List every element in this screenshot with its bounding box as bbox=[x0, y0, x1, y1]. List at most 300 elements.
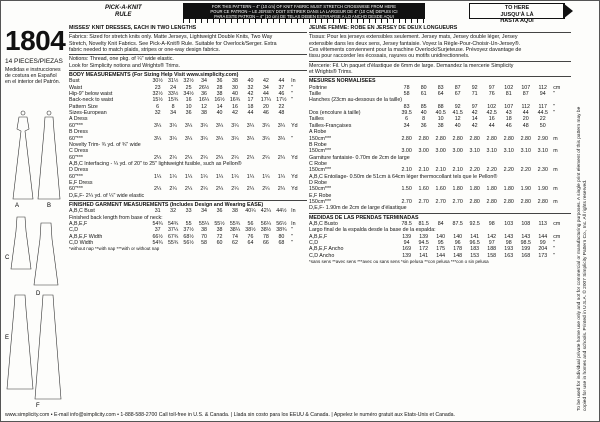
table-cell: 2¼ bbox=[277, 154, 286, 161]
table-cell: 55 bbox=[185, 220, 192, 227]
row-label: 60"*** bbox=[69, 186, 83, 193]
table-cell: 1¼ bbox=[169, 173, 177, 180]
row-label: D,E,F- 1.90m de 2cm de large d'élastique bbox=[309, 205, 407, 212]
table-cell: 58 bbox=[201, 240, 207, 246]
table-cell: " bbox=[291, 135, 294, 142]
table-cell: 34 bbox=[201, 208, 207, 215]
table-cell: 3¼ bbox=[153, 122, 162, 129]
table-cell: 33½ bbox=[167, 91, 179, 98]
to-here-box: TO HERE JUSQU'À LÀ HASTA AQUI bbox=[469, 3, 565, 19]
contact-footer: www.simplicity.com • E-mail info@simplicity.com • 1-888-588-2700 Call toll-free in U.S. & Canada. | Llada sin costo para los EEUU & Canada. | Appelez le numéro gratuit aux États-Unis et Canada. bbox=[5, 412, 455, 418]
table-cell: 2¼ bbox=[215, 186, 224, 193]
table-cell: 92 bbox=[471, 84, 478, 91]
mesures-header: MESURES NORMALISEES bbox=[309, 78, 376, 85]
table-row bbox=[69, 193, 307, 199]
table-cell: 2.80 bbox=[486, 198, 497, 205]
table-cell: 97 bbox=[488, 84, 495, 91]
table-cell: 24 bbox=[170, 84, 177, 91]
table-cell: 38 bbox=[437, 122, 444, 129]
row-label: D Dress bbox=[69, 167, 89, 174]
table-cell: 68½ bbox=[183, 233, 194, 240]
row-label: A,B,C Bust bbox=[69, 208, 95, 215]
table-cell: 16¾ bbox=[229, 97, 241, 104]
table-cell: 38 bbox=[232, 208, 238, 215]
table-cell: 3¼ bbox=[246, 122, 255, 129]
medidas-table bbox=[309, 221, 571, 259]
table-cell: 2¼ bbox=[262, 154, 270, 161]
table-cell: 2¼ bbox=[246, 186, 255, 193]
table-cell: 38½ bbox=[260, 227, 272, 234]
fabric-yardage-table bbox=[69, 116, 307, 198]
table-cell: 96.5 bbox=[469, 240, 480, 246]
table-cell: 1.50 bbox=[401, 186, 412, 193]
notions-line: Look for Simplicity notions and Wrights® Trims. bbox=[69, 62, 180, 69]
table-cell: 172 bbox=[419, 246, 429, 253]
table-cell: 92.5 bbox=[469, 220, 480, 227]
table-cell: 2¼ bbox=[246, 154, 255, 161]
table-cell: 1¼ bbox=[262, 173, 270, 180]
row-label: 150cm*** bbox=[309, 135, 332, 142]
row-label: 150cm*** bbox=[309, 198, 332, 205]
row-label: Hip-9" below waist bbox=[69, 91, 113, 98]
table-cell: 2.10 bbox=[418, 167, 429, 174]
table-cell: 18 bbox=[247, 103, 254, 110]
table-cell: 141 bbox=[419, 252, 429, 259]
table-cell: 143 bbox=[521, 233, 531, 240]
table-cell: 12 bbox=[454, 116, 461, 123]
dress-sketch-b bbox=[38, 111, 60, 199]
dress-sketch-d bbox=[34, 223, 58, 285]
table-cell: 2.10 bbox=[435, 167, 446, 174]
medidas-header: MEDIDAS DE LAS PRENDAS TERMINADAS bbox=[309, 214, 419, 221]
table-cell: 2.20 bbox=[486, 167, 497, 174]
table-cell: 3¼ bbox=[215, 135, 224, 142]
table-cell: 46 bbox=[262, 110, 269, 117]
fabrics-line: Fabrics: Sized for stretch knits only. Matte Jerseys, Lightweight Double Knits, Two Way bbox=[69, 34, 273, 41]
table-cell: 70 bbox=[201, 233, 207, 240]
table-cell: 55¾ bbox=[229, 220, 241, 227]
table-cell: 153 bbox=[470, 252, 480, 259]
table-cell: 139 bbox=[419, 233, 429, 240]
table-cell: m bbox=[553, 198, 558, 205]
table-cell: 88 bbox=[437, 103, 444, 110]
row-label: Tailles bbox=[309, 116, 324, 123]
table-cell: 55¼ bbox=[198, 220, 210, 227]
table-cell: 2.80 bbox=[469, 135, 480, 142]
table-cell: 66½ bbox=[152, 233, 163, 240]
table-cell: " bbox=[291, 91, 294, 98]
table-cell: 67 bbox=[454, 91, 461, 98]
table-cell: 2.80 bbox=[503, 135, 514, 142]
english-title: MISSES' KNIT DRESSES, EACH IN TWO LENGTHS bbox=[69, 25, 197, 31]
row-label: D Robe bbox=[309, 179, 327, 186]
table-cell: 33 bbox=[185, 208, 192, 215]
table-cell: 95 bbox=[437, 240, 444, 246]
table-cell: 28 bbox=[216, 84, 223, 91]
table-cell: 6 bbox=[156, 103, 160, 110]
table-cell: 2¼ bbox=[169, 186, 177, 193]
table-cell: 107 bbox=[521, 84, 531, 91]
table-cell: 139 bbox=[402, 252, 412, 259]
table-cell: 17½ bbox=[276, 97, 287, 104]
table-cell: " bbox=[553, 240, 556, 246]
table-cell: 34½ bbox=[183, 91, 194, 98]
table-cell: 81 bbox=[505, 91, 512, 98]
table-cell: 38 bbox=[201, 110, 207, 117]
view-sketches bbox=[3, 109, 65, 411]
table-cell: " bbox=[553, 110, 556, 117]
table-cell: 78 bbox=[262, 233, 269, 240]
table-cell: 16 bbox=[488, 116, 495, 123]
table-cell: 98 bbox=[505, 240, 512, 246]
stretch-ruler bbox=[183, 19, 425, 23]
table-cell: 8 bbox=[171, 103, 175, 110]
row-label: B Robe bbox=[309, 141, 327, 148]
table-cell: 92 bbox=[454, 103, 461, 110]
table-cell: " bbox=[291, 240, 294, 246]
table-cell: 3¼ bbox=[262, 135, 270, 142]
table-cell: 143 bbox=[504, 233, 514, 240]
row-label: A,B,E,F Ancho bbox=[309, 246, 344, 253]
table-cell: 3¼ bbox=[184, 122, 193, 129]
table-cell: 6 bbox=[405, 116, 409, 123]
table-cell: 44.5 bbox=[537, 110, 548, 117]
table-cell: 3.00 bbox=[435, 148, 446, 155]
table-cell: 148 bbox=[453, 252, 463, 259]
table-cell: 2¼ bbox=[215, 154, 224, 161]
table-cell: 34 bbox=[170, 110, 177, 117]
row-label: A,B,E,F bbox=[309, 233, 328, 240]
table-cell: 36 bbox=[216, 208, 223, 215]
table-cell: 103 bbox=[504, 220, 514, 227]
table-cell: 2.80 bbox=[520, 198, 531, 205]
table-cell: 42 bbox=[247, 91, 254, 98]
table-cell: 38¼ bbox=[229, 227, 241, 234]
table-cell: 108 bbox=[521, 220, 531, 227]
table-cell: 31½ bbox=[167, 78, 179, 85]
row-label: D,E,F- 2¼ yd. of ¼" wide elastic bbox=[69, 192, 145, 199]
table-cell: 1.60 bbox=[418, 186, 429, 193]
table-cell: 2¼ bbox=[153, 186, 162, 193]
table-cell: " bbox=[553, 246, 556, 253]
table-cell: 64 bbox=[437, 91, 444, 98]
row-label: A Robe bbox=[309, 129, 327, 136]
row-label: A Dress bbox=[69, 116, 88, 123]
table-cell: " bbox=[291, 97, 294, 104]
table-cell: 37 bbox=[278, 84, 285, 91]
table-cell: 2.30 bbox=[537, 167, 548, 174]
table-cell: 76 bbox=[247, 233, 254, 240]
table-cell: 18 bbox=[505, 116, 512, 123]
table-cell: 40 bbox=[420, 110, 427, 117]
table-cell: 32½ bbox=[183, 78, 194, 85]
table-cell: 140 bbox=[436, 233, 446, 240]
row-label: A,B,C Entoilage- 0.50m de 51cm à 64cm léger thermocollant tels que le Pellon® bbox=[309, 173, 498, 180]
row-label: E,F Robe bbox=[309, 192, 332, 199]
table-cell: 2¼ bbox=[200, 154, 208, 161]
pieces-count: 14 PIECES/PIEZAS bbox=[5, 58, 63, 65]
table-cell: 84 bbox=[437, 220, 444, 227]
table-cell: " bbox=[291, 84, 294, 91]
table-cell: 44 bbox=[278, 78, 285, 85]
table-cell: 3¼ bbox=[200, 122, 208, 129]
row-label: C,D Ancho bbox=[309, 252, 335, 259]
english-column bbox=[69, 25, 307, 253]
row-label: 60"*** bbox=[69, 135, 83, 142]
table-cell: 3.10 bbox=[486, 148, 497, 155]
row-label: Sizes-European bbox=[69, 110, 107, 117]
body-measurements-header: BODY MEASUREMENTS (For Sizing Help Visit www.simplicity.com) bbox=[69, 72, 239, 79]
table-cell: 141 bbox=[470, 233, 480, 240]
table-cell: 1¼ bbox=[231, 173, 239, 180]
row-label: C,D bbox=[309, 240, 319, 246]
table-cell: 2.80 bbox=[452, 135, 463, 142]
table-cell: 16 bbox=[185, 97, 192, 104]
table-cell: 40.5 bbox=[435, 110, 446, 117]
finished-measurements-table bbox=[69, 208, 307, 246]
table-cell: 2.20 bbox=[469, 167, 480, 174]
row-label: Tailles-Françaises bbox=[309, 122, 352, 129]
table-cell: 44 bbox=[488, 122, 495, 129]
row-label: Novelty Trim- ¾ yd. of ¾" wide bbox=[69, 141, 141, 148]
table-cell: 44½ bbox=[276, 208, 287, 215]
row-label: E,F Dress bbox=[69, 179, 93, 186]
table-cell: 1.80 bbox=[503, 186, 514, 193]
table-cell: 14 bbox=[216, 103, 223, 110]
table-cell: 71 bbox=[471, 91, 478, 98]
view-letter-f: F bbox=[36, 403, 40, 409]
table-cell: 32 bbox=[154, 110, 161, 117]
table-cell: 42 bbox=[471, 110, 478, 117]
table-cell: 12 bbox=[201, 103, 207, 110]
table-cell: 40 bbox=[232, 91, 238, 98]
table-cell: 97 bbox=[488, 240, 495, 246]
table-cell: 41.5 bbox=[452, 110, 463, 117]
table-cell: Yd bbox=[291, 186, 298, 193]
fabrics-line: fabric needed to match plaids, stripes or one-way design fabrics. bbox=[69, 47, 221, 54]
table-cell: 94 bbox=[539, 91, 546, 98]
table-cell: 39.5 bbox=[401, 110, 412, 117]
row-label: A,B,E,F Width bbox=[69, 233, 103, 240]
table-cell: 30 bbox=[232, 84, 238, 91]
row-label: Poitrine bbox=[309, 84, 327, 91]
table-cell: 2¼ bbox=[153, 154, 162, 161]
table-cell: 163 bbox=[504, 252, 514, 259]
tissus-line: extensible dans les deux sens, Jersey fantaisie. Voyez la Règle-Pour-Choisir-Un-Jersey®. bbox=[309, 40, 521, 47]
table-cell: 34 bbox=[403, 122, 410, 129]
table-cell: 1.80 bbox=[469, 186, 480, 193]
table-cell: 2.80 bbox=[469, 198, 480, 205]
dress-sketch-a bbox=[13, 111, 33, 199]
table-cell: 112 bbox=[521, 103, 530, 110]
table-cell: 38½ bbox=[245, 227, 256, 234]
table-cell: 58 bbox=[403, 91, 410, 98]
table-cell: 2¼ bbox=[184, 154, 193, 161]
table-cell: 2.80 bbox=[418, 135, 429, 142]
table-cell: 46 bbox=[505, 122, 512, 129]
table-cell: 3¼ bbox=[262, 122, 270, 129]
table-cell: 36 bbox=[185, 110, 192, 117]
dress-sketch-f bbox=[35, 295, 61, 399]
table-cell: 32 bbox=[247, 84, 254, 91]
table-cell: 22 bbox=[278, 103, 285, 110]
pattern-number: 1804 bbox=[5, 25, 66, 56]
table-cell: 2.70 bbox=[401, 198, 412, 205]
table-cell: 3.10 bbox=[469, 148, 480, 155]
table-cell: Yd bbox=[291, 122, 298, 129]
table-cell: 3¼ bbox=[277, 122, 286, 129]
table-cell: 40 bbox=[247, 78, 254, 85]
table-cell: Yd bbox=[291, 173, 298, 180]
table-cell: cm bbox=[553, 233, 561, 240]
table-cell: 199 bbox=[521, 246, 531, 253]
sens-footnotes: *sans sens **avec sens ***avec ou sans sens *sin pelusa **con pelusa ***con o sin pelusa bbox=[309, 259, 489, 265]
table-cell: 2.70 bbox=[418, 198, 429, 205]
table-cell: 2.80 bbox=[486, 135, 497, 142]
table-cell: 1.80 bbox=[452, 186, 463, 193]
table-cell: 66 bbox=[262, 240, 269, 246]
row-label: Finished back length from base of neck: bbox=[69, 214, 163, 221]
table-cell: 3.00 bbox=[452, 148, 463, 155]
table-cell: 1.60 bbox=[435, 186, 446, 193]
table-cell: 1¼ bbox=[184, 173, 193, 180]
table-cell: m bbox=[553, 135, 558, 142]
table-cell: 42.5 bbox=[486, 110, 497, 117]
table-cell: 25 bbox=[185, 84, 192, 91]
row-label: C Dress bbox=[69, 148, 89, 155]
row-label: Largo final de la espalda desde la base de la espalda: bbox=[309, 227, 436, 234]
table-cell: 36 bbox=[420, 122, 427, 129]
table-cell: cm bbox=[553, 84, 561, 91]
table-cell: 40 bbox=[216, 110, 223, 117]
table-cell: 40 bbox=[454, 122, 461, 129]
table-cell: 38 bbox=[216, 227, 223, 234]
table-cell: 36 bbox=[201, 91, 207, 98]
table-cell: 61 bbox=[420, 91, 427, 98]
nap-footnotes: *without nap **with nap ***with or without nap bbox=[69, 246, 160, 252]
row-label: Dos (encolure à taille) bbox=[309, 110, 361, 117]
row-label: 60"*** bbox=[69, 154, 83, 161]
dress-sketch-e bbox=[7, 295, 33, 389]
row-label: Waist bbox=[69, 84, 83, 91]
row-label: C,D bbox=[69, 227, 79, 234]
table-cell: 2¼ bbox=[277, 186, 286, 193]
table-cell: 96 bbox=[454, 240, 461, 246]
table-cell: 175 bbox=[436, 246, 446, 253]
table-cell: 87.5 bbox=[452, 220, 463, 227]
table-cell: 3.00 bbox=[401, 148, 412, 155]
table-cell: 44 bbox=[262, 91, 269, 98]
row-label: Bust bbox=[69, 78, 80, 85]
table-cell: 10 bbox=[437, 116, 444, 123]
table-cell: 17¼ bbox=[260, 97, 272, 104]
tissus-line: Ces vêtements conviennent pour la machine Overlock/Surjeteuse. Prévoyez davantage de bbox=[309, 47, 522, 54]
table-cell: 140 bbox=[453, 233, 463, 240]
table-cell: 1.90 bbox=[520, 186, 531, 193]
table-cell: 2.80 bbox=[435, 135, 446, 142]
table-cell: 32 bbox=[170, 208, 177, 215]
row-label: 150cm*** bbox=[309, 148, 332, 155]
arrow-right-icon bbox=[563, 3, 573, 19]
table-cell: 20 bbox=[262, 103, 269, 110]
table-cell: 98 bbox=[488, 220, 495, 227]
french-column bbox=[309, 25, 571, 265]
table-cell: m bbox=[553, 167, 558, 174]
table-cell: 102 bbox=[487, 103, 497, 110]
table-cell: 2¼ bbox=[200, 186, 208, 193]
table-cell: 37½ bbox=[183, 227, 194, 234]
table-cell: 87 bbox=[522, 91, 529, 98]
table-cell: " bbox=[291, 233, 294, 240]
table-cell: 2¼ bbox=[184, 186, 193, 193]
table-cell: 38¾ bbox=[276, 227, 287, 234]
table-cell: 26½ bbox=[198, 84, 210, 91]
table-cell: 1¼ bbox=[153, 173, 162, 180]
table-cell: 2¼ bbox=[169, 154, 177, 161]
table-cell: 76 bbox=[488, 91, 495, 98]
table-cell: 144 bbox=[436, 252, 446, 259]
table-cell: 38 bbox=[216, 91, 223, 98]
table-cell: 10 bbox=[185, 103, 192, 110]
table-cell: 22 bbox=[539, 116, 546, 123]
table-cell: 38 bbox=[232, 78, 238, 85]
table-cell: 54¾ bbox=[152, 220, 163, 227]
table-cell: 48 bbox=[522, 122, 529, 129]
view-letter-d: D bbox=[36, 291, 41, 297]
row-label: 60"*** bbox=[69, 173, 83, 180]
table-cell: 48 bbox=[278, 110, 285, 117]
table-cell: In bbox=[291, 208, 296, 215]
table-cell: 32½ bbox=[152, 91, 163, 98]
table-cell: 3.10 bbox=[537, 148, 548, 155]
table-cell: 1¼ bbox=[200, 173, 208, 180]
table-cell: 3¼ bbox=[184, 135, 193, 142]
table-cell: 68 bbox=[278, 240, 285, 246]
body-measurements-table bbox=[69, 78, 307, 116]
table-cell: 2.70 bbox=[435, 198, 446, 205]
table-cell: 43 bbox=[505, 110, 512, 117]
spanish-note: Medidas e instrucciones de costura en Español en el interior del Patrón. bbox=[5, 67, 61, 85]
stretch-instruction-bar: FOR THIS PATTERN – 4" (10 cm) OF KNIT FABRIC MUST STRETCH CROSSWISE FROM HERE POUR CE PATRON – LE JERSEY DOIT S'ÉTIRER DANS LA LARGEUR DE 4" (10 CM) DEPUIS ICI PARA ESTE PATRON – 4" (10 cm) DE TELAS DEBEN ESTIRARSE A LO ANCHO DESDE AQUI bbox=[183, 3, 425, 19]
row-label: 150cm*** bbox=[309, 167, 332, 174]
table-cell: 81.5 bbox=[418, 220, 429, 227]
table-cell: 1¼ bbox=[246, 173, 255, 180]
table-cell: 94 bbox=[403, 240, 410, 246]
table-cell: 56¼ bbox=[260, 220, 272, 227]
table-cell: 204 bbox=[538, 246, 548, 253]
view-letter-e: E bbox=[5, 335, 10, 341]
row-label: C Robe bbox=[309, 160, 327, 167]
table-cell: 16½ bbox=[214, 97, 225, 104]
row-label: A,B,E,F bbox=[69, 220, 88, 227]
table-cell: 46 bbox=[278, 91, 285, 98]
table-cell: 2.10 bbox=[401, 167, 412, 174]
table-cell: cm bbox=[553, 220, 561, 227]
table-cell: 44 bbox=[247, 110, 254, 117]
table-cell: 173 bbox=[538, 252, 548, 259]
table-cell: 169 bbox=[402, 246, 412, 253]
table-cell: 1¼ bbox=[215, 173, 224, 180]
tissus-line: tissu pour raccorder les écossais, rayures ou motifs unidirectionnels. bbox=[309, 53, 470, 60]
dress-sketch-c bbox=[11, 217, 31, 269]
row-label: A,B,C Busto bbox=[309, 220, 338, 227]
table-cell: 72 bbox=[216, 233, 223, 240]
table-cell: 83 bbox=[437, 84, 444, 91]
table-cell: 60 bbox=[216, 240, 223, 246]
table-cell: 193 bbox=[504, 246, 514, 253]
table-cell: 2.80 bbox=[401, 135, 412, 142]
table-cell: 1¼ bbox=[277, 173, 286, 180]
